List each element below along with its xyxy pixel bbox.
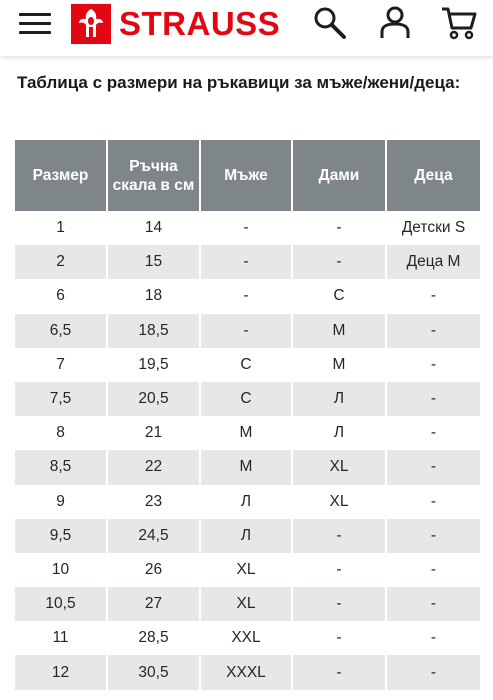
table-row xyxy=(15,485,480,519)
hamburger-menu-icon[interactable] xyxy=(19,10,53,38)
table-row xyxy=(15,348,480,382)
table-cell: 9 xyxy=(15,485,107,519)
glove-size-table xyxy=(15,140,480,690)
column-header: Деца xyxy=(386,140,480,211)
table-cell: - xyxy=(386,519,480,553)
table-cell: - xyxy=(292,553,386,587)
brand-logo[interactable] xyxy=(71,3,280,45)
table-cell: M xyxy=(292,314,386,348)
table-cell: 8 xyxy=(15,416,107,450)
table-cell: 10 xyxy=(15,553,107,587)
table-cell: 26 xyxy=(107,553,200,587)
table-cell: - xyxy=(386,485,480,519)
table-cell: - xyxy=(386,279,480,313)
table-cell: С xyxy=(292,279,386,313)
column-header: Размер xyxy=(15,140,107,211)
table-cell: - xyxy=(292,655,386,689)
table-cell: 15 xyxy=(107,245,200,279)
table-cell: 14 xyxy=(107,211,200,245)
table-cell: 18,5 xyxy=(107,314,200,348)
table-cell: M xyxy=(292,348,386,382)
table-cell: С xyxy=(200,348,292,382)
table-cell: Л xyxy=(292,416,386,450)
table-row xyxy=(15,655,480,689)
table-cell: - xyxy=(386,450,480,484)
table-cell: - xyxy=(292,211,386,245)
table-cell: XXL xyxy=(200,621,292,655)
search-icon[interactable] xyxy=(311,4,349,42)
user-icon[interactable] xyxy=(376,4,414,42)
table-cell: 11 xyxy=(15,621,107,655)
table-cell: - xyxy=(200,314,292,348)
table-cell: 22 xyxy=(107,450,200,484)
table-cell: XL xyxy=(200,587,292,621)
table-cell: 9,5 xyxy=(15,519,107,553)
table-cell: - xyxy=(200,279,292,313)
table-cell: 6 xyxy=(15,279,107,313)
table-cell: Деца M xyxy=(386,245,480,279)
table-cell: - xyxy=(386,655,480,689)
site-header xyxy=(0,0,493,56)
table-cell: 20,5 xyxy=(107,382,200,416)
table-cell: - xyxy=(292,245,386,279)
table-row xyxy=(15,519,480,553)
table-row xyxy=(15,621,480,655)
table-cell: Л xyxy=(200,485,292,519)
brand-name: STRAUSS xyxy=(119,5,281,42)
page-title: Таблица с размери на ръкавици за мъже/жени/деца: xyxy=(17,73,461,92)
table-cell: 7,5 xyxy=(15,382,107,416)
table-cell: 1 xyxy=(15,211,107,245)
table-cell: 24,5 xyxy=(107,519,200,553)
table-cell: - xyxy=(386,621,480,655)
table-cell: 18 xyxy=(107,279,200,313)
table-cell: 28,5 xyxy=(107,621,200,655)
column-header: Ръчна скала в см xyxy=(107,140,200,211)
column-header: Мъже xyxy=(200,140,292,211)
table-cell: - xyxy=(200,245,292,279)
table-cell: - xyxy=(386,314,480,348)
table-row xyxy=(15,587,480,621)
table-cell: - xyxy=(386,382,480,416)
table-cell: 27 xyxy=(107,587,200,621)
table-cell: - xyxy=(386,587,480,621)
table-cell: Л xyxy=(200,519,292,553)
table-row xyxy=(15,382,480,416)
table-row xyxy=(15,211,480,245)
table-cell: Л xyxy=(292,382,386,416)
table-cell: 6,5 xyxy=(15,314,107,348)
table-cell: XL xyxy=(292,450,386,484)
table-header-row xyxy=(15,140,480,211)
table-cell: - xyxy=(292,587,386,621)
table-row xyxy=(15,279,480,313)
table-row xyxy=(15,450,480,484)
table-cell: XL xyxy=(200,553,292,587)
table-cell: 7 xyxy=(15,348,107,382)
table-row xyxy=(15,314,480,348)
table-cell: XL xyxy=(292,485,386,519)
table-cell: - xyxy=(386,348,480,382)
table-cell: - xyxy=(292,519,386,553)
table-cell: С xyxy=(200,382,292,416)
table-cell: 12 xyxy=(15,655,107,689)
table-cell: - xyxy=(292,621,386,655)
table-cell: 19,5 xyxy=(107,348,200,382)
table-cell: - xyxy=(386,553,480,587)
table-cell: M xyxy=(200,416,292,450)
table-row xyxy=(15,245,480,279)
table-cell: XXXL xyxy=(200,655,292,689)
table-cell: 21 xyxy=(107,416,200,450)
logo-emblem-icon xyxy=(71,4,111,44)
column-header: Дами xyxy=(292,140,386,211)
table-cell: M xyxy=(200,450,292,484)
table-row xyxy=(15,553,480,587)
table-cell: - xyxy=(386,416,480,450)
table-cell: 10,5 xyxy=(15,587,107,621)
table-cell: 23 xyxy=(107,485,200,519)
table-cell: - xyxy=(200,211,292,245)
table-row xyxy=(15,416,480,450)
table-cell: Детски S xyxy=(386,211,480,245)
table-cell: 30,5 xyxy=(107,655,200,689)
table-cell: 8,5 xyxy=(15,450,107,484)
table-cell: 2 xyxy=(15,245,107,279)
cart-icon[interactable] xyxy=(440,4,478,42)
